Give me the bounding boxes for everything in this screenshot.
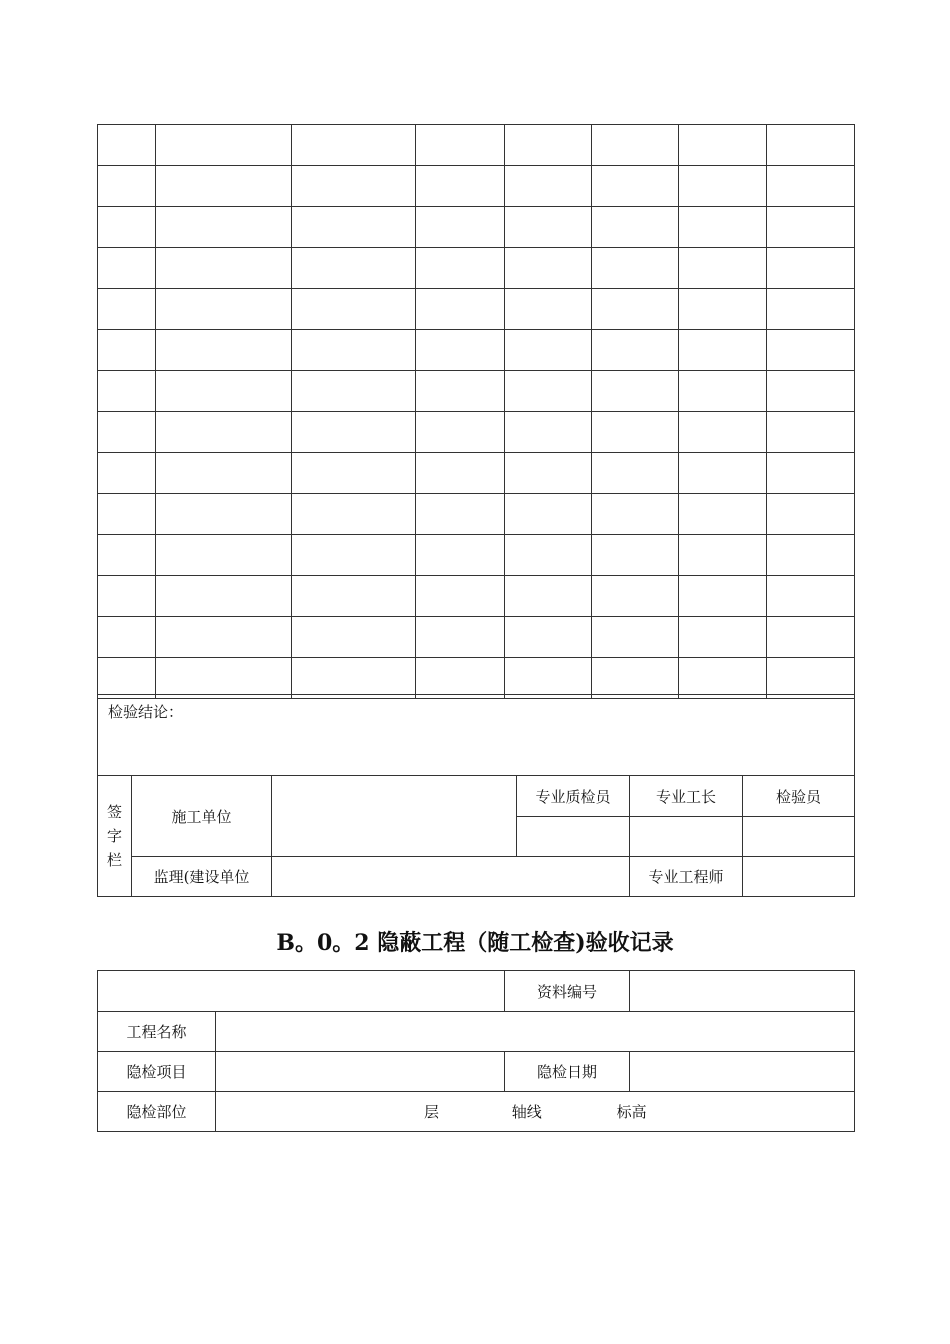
grid-row xyxy=(98,289,855,330)
grid-cell[interactable] xyxy=(679,535,767,576)
grid-cell[interactable] xyxy=(416,412,505,453)
engineer-signature[interactable] xyxy=(743,857,855,897)
grid-cell[interactable] xyxy=(592,412,679,453)
grid-cell[interactable] xyxy=(156,207,292,248)
inspection-grid-table xyxy=(97,124,855,699)
grid-cell[interactable] xyxy=(292,371,416,412)
quality-inspector-label: 专业质检员 xyxy=(517,776,630,817)
grid-cell[interactable] xyxy=(292,330,416,371)
grid-cell[interactable] xyxy=(679,494,767,535)
grid-row xyxy=(98,248,855,289)
grid-cell[interactable] xyxy=(592,289,679,330)
doc-number-value[interactable] xyxy=(630,971,855,1012)
grid-cell[interactable] xyxy=(98,330,156,371)
doc-number-label: 资料编号 xyxy=(505,971,630,1012)
grid-row xyxy=(98,412,855,453)
grid-cell[interactable] xyxy=(505,658,592,699)
grid-cell[interactable] xyxy=(767,412,855,453)
grid-cell[interactable] xyxy=(505,371,592,412)
grid-cell[interactable] xyxy=(98,658,156,699)
signature-section-label xyxy=(98,776,132,897)
axis-label: 轴线 xyxy=(511,1103,542,1121)
elevation-label: 标高 xyxy=(616,1103,647,1121)
grid-cell[interactable] xyxy=(156,658,292,699)
grid-cell[interactable] xyxy=(679,576,767,617)
grid-cell[interactable] xyxy=(416,166,505,207)
project-name-value[interactable] xyxy=(216,1012,855,1052)
grid-cell[interactable] xyxy=(292,166,416,207)
grid-cell[interactable] xyxy=(156,330,292,371)
grid-cell[interactable] xyxy=(767,535,855,576)
conclusion-signature-table xyxy=(97,694,855,897)
grid-cell[interactable] xyxy=(592,248,679,289)
grid-cell[interactable] xyxy=(98,576,156,617)
grid-cell[interactable] xyxy=(592,535,679,576)
grid-cell[interactable] xyxy=(505,248,592,289)
grid-row xyxy=(98,125,855,166)
grid-cell[interactable] xyxy=(592,125,679,166)
grid-cell[interactable] xyxy=(292,248,416,289)
grid-cell[interactable] xyxy=(416,576,505,617)
grid-cell[interactable] xyxy=(505,166,592,207)
grid-cell[interactable] xyxy=(505,617,592,658)
grid-cell[interactable] xyxy=(156,617,292,658)
grid-row xyxy=(98,207,855,248)
grid-cell[interactable] xyxy=(98,453,156,494)
grid-row xyxy=(98,371,855,412)
grid-cell[interactable] xyxy=(416,371,505,412)
hidden-record-table xyxy=(97,970,855,1132)
grid-cell[interactable] xyxy=(767,289,855,330)
grid-cell[interactable] xyxy=(505,535,592,576)
grid-cell[interactable] xyxy=(292,207,416,248)
grid-cell[interactable] xyxy=(679,412,767,453)
grid-cell[interactable] xyxy=(416,453,505,494)
grid-row xyxy=(98,658,855,699)
inspection-date-label: 隐检日期 xyxy=(505,1052,630,1092)
supervision-unit-label: 监理(建设单位 xyxy=(132,857,272,897)
grid-cell[interactable] xyxy=(505,330,592,371)
inspection-location-value[interactable] xyxy=(216,1092,855,1132)
grid-cell[interactable] xyxy=(592,576,679,617)
inspection-item-value[interactable] xyxy=(216,1052,505,1092)
grid-cell[interactable] xyxy=(592,207,679,248)
grid-cell[interactable] xyxy=(98,371,156,412)
grid-cell[interactable] xyxy=(156,371,292,412)
foreman-label: 专业工长 xyxy=(630,776,743,817)
grid-cell[interactable] xyxy=(292,494,416,535)
grid-cell[interactable] xyxy=(292,125,416,166)
grid-cell[interactable] xyxy=(416,330,505,371)
grid-cell[interactable] xyxy=(679,617,767,658)
grid-cell[interactable] xyxy=(767,125,855,166)
grid-row xyxy=(98,453,855,494)
inspection-grid-body xyxy=(98,125,855,699)
inspector-signature[interactable] xyxy=(743,817,855,857)
grid-cell[interactable] xyxy=(505,453,592,494)
inspection-date-value[interactable] xyxy=(630,1052,855,1092)
grid-cell[interactable] xyxy=(416,617,505,658)
grid-cell[interactable] xyxy=(156,453,292,494)
grid-cell[interactable] xyxy=(505,125,592,166)
grid-cell[interactable] xyxy=(679,166,767,207)
grid-cell[interactable] xyxy=(592,453,679,494)
engineer-label: 专业工程师 xyxy=(630,857,743,897)
inspection-location-label: 隐检部位 xyxy=(98,1092,216,1132)
grid-cell[interactable] xyxy=(98,412,156,453)
grid-cell[interactable] xyxy=(592,166,679,207)
grid-cell[interactable] xyxy=(679,453,767,494)
grid-row xyxy=(98,494,855,535)
grid-cell[interactable] xyxy=(98,207,156,248)
grid-cell[interactable] xyxy=(679,289,767,330)
grid-cell[interactable] xyxy=(156,494,292,535)
inspector-label: 检验员 xyxy=(743,776,855,817)
grid-cell[interactable] xyxy=(767,371,855,412)
grid-cell[interactable] xyxy=(292,412,416,453)
construction-unit-value[interactable] xyxy=(272,776,517,857)
grid-cell[interactable] xyxy=(292,576,416,617)
grid-row xyxy=(98,576,855,617)
grid-cell[interactable] xyxy=(98,494,156,535)
grid-cell[interactable] xyxy=(767,617,855,658)
grid-cell[interactable] xyxy=(767,330,855,371)
inspection-item-label: 隐检项目 xyxy=(98,1052,216,1092)
floor-label: 层 xyxy=(424,1103,440,1121)
construction-unit-label: 施工单位 xyxy=(132,776,272,857)
grid-cell[interactable] xyxy=(292,617,416,658)
signature-char-2: 字 xyxy=(106,827,122,845)
grid-cell[interactable] xyxy=(98,617,156,658)
grid-cell[interactable] xyxy=(679,248,767,289)
grid-cell[interactable] xyxy=(505,576,592,617)
grid-cell[interactable] xyxy=(679,658,767,699)
grid-cell[interactable] xyxy=(505,494,592,535)
grid-cell[interactable] xyxy=(505,207,592,248)
section-title: B。0。2 隐蔽工程（随工检查)验收记录 xyxy=(276,930,674,956)
grid-cell[interactable] xyxy=(592,371,679,412)
grid-row xyxy=(98,617,855,658)
grid-cell[interactable] xyxy=(98,166,156,207)
grid-cell[interactable] xyxy=(679,207,767,248)
grid-cell[interactable] xyxy=(156,125,292,166)
grid-cell[interactable] xyxy=(416,125,505,166)
conclusion-cell[interactable] xyxy=(98,695,855,776)
signature-char-1: 签 xyxy=(106,803,122,821)
grid-cell[interactable] xyxy=(292,453,416,494)
grid-cell[interactable] xyxy=(416,658,505,699)
grid-cell[interactable] xyxy=(767,494,855,535)
grid-cell[interactable] xyxy=(767,576,855,617)
grid-cell[interactable] xyxy=(505,289,592,330)
grid-cell[interactable] xyxy=(679,125,767,166)
grid-cell[interactable] xyxy=(156,412,292,453)
grid-row xyxy=(98,166,855,207)
grid-cell[interactable] xyxy=(592,617,679,658)
supervision-unit-value[interactable] xyxy=(272,857,630,897)
grid-cell[interactable] xyxy=(98,289,156,330)
grid-cell[interactable] xyxy=(592,330,679,371)
grid-cell[interactable] xyxy=(416,248,505,289)
grid-cell[interactable] xyxy=(767,207,855,248)
grid-cell[interactable] xyxy=(416,289,505,330)
grid-cell[interactable] xyxy=(416,494,505,535)
grid-cell[interactable] xyxy=(416,535,505,576)
grid-cell[interactable] xyxy=(292,289,416,330)
grid-cell[interactable] xyxy=(767,453,855,494)
grid-cell[interactable] xyxy=(98,535,156,576)
grid-cell[interactable] xyxy=(767,248,855,289)
grid-cell[interactable] xyxy=(679,371,767,412)
grid-cell[interactable] xyxy=(156,289,292,330)
grid-cell[interactable] xyxy=(98,248,156,289)
doc-blank-cell xyxy=(98,971,505,1012)
grid-cell[interactable] xyxy=(98,125,156,166)
foreman-signature[interactable] xyxy=(630,817,743,857)
signature-char-3: 栏 xyxy=(106,851,122,869)
grid-cell[interactable] xyxy=(292,535,416,576)
grid-cell[interactable] xyxy=(679,330,767,371)
grid-cell[interactable] xyxy=(292,658,416,699)
grid-row xyxy=(98,330,855,371)
grid-cell[interactable] xyxy=(416,207,505,248)
grid-cell[interactable] xyxy=(156,166,292,207)
quality-inspector-signature[interactable] xyxy=(517,817,630,857)
grid-cell[interactable] xyxy=(592,658,679,699)
grid-cell[interactable] xyxy=(767,166,855,207)
conclusion-label: 检验结论： xyxy=(108,703,184,721)
grid-row xyxy=(98,535,855,576)
grid-cell[interactable] xyxy=(592,494,679,535)
grid-cell[interactable] xyxy=(156,535,292,576)
grid-cell[interactable] xyxy=(156,576,292,617)
project-name-label: 工程名称 xyxy=(98,1012,216,1052)
grid-cell[interactable] xyxy=(156,248,292,289)
grid-cell[interactable] xyxy=(505,412,592,453)
grid-cell[interactable] xyxy=(767,658,855,699)
